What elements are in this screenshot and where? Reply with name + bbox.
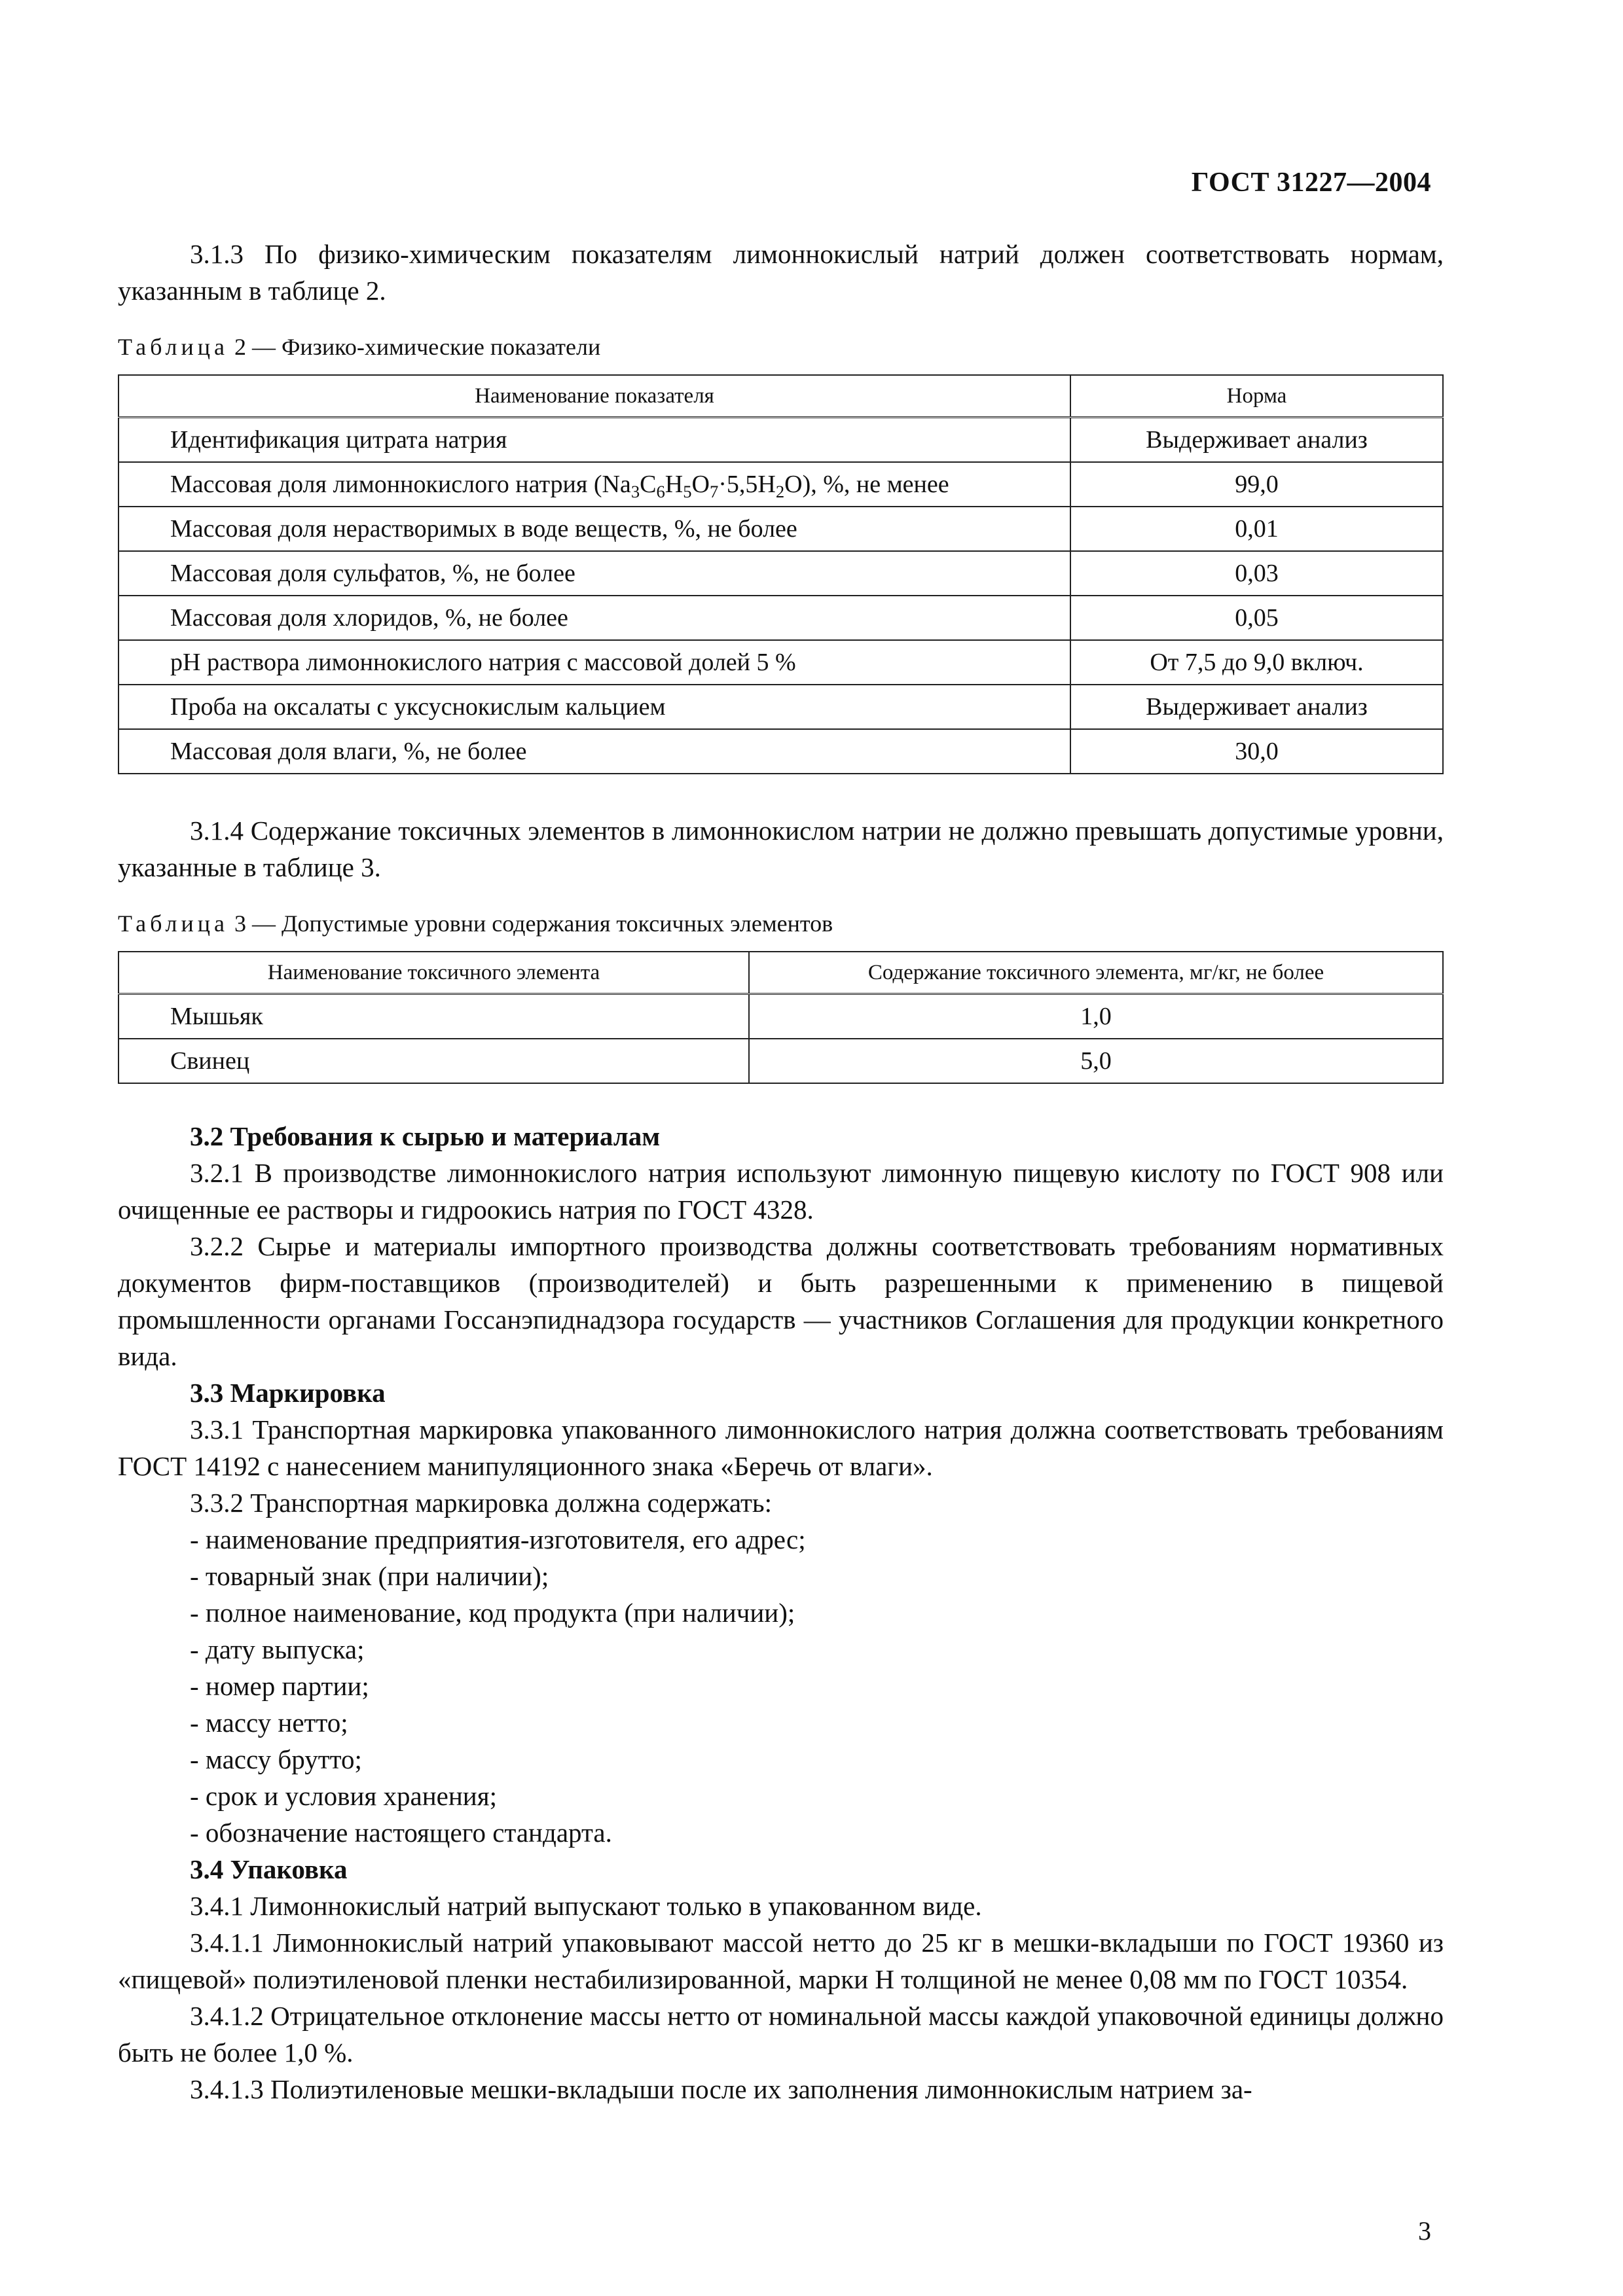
indicator-name: Массовая доля нерастворимых в воде веществ, %, не более [119, 507, 1070, 551]
indicator-norm: От 7,5 до 9,0 включ. [1070, 640, 1443, 685]
section-heading-3-4: 3.4 Упаковка [190, 1854, 348, 1884]
table-header-row [119, 375, 1443, 418]
list-item: - товарный знак (при наличии); [190, 1558, 1444, 1594]
column-header-norm: Норма [1070, 375, 1443, 418]
element-value: 5,0 [749, 1039, 1443, 1083]
list-item: - номер партии; [190, 1668, 1444, 1704]
standard-number: ГОСТ 31227—2004 [1191, 168, 1431, 198]
element-name: Мышьяк [119, 994, 749, 1039]
indicator-norm: 99,0 [1070, 462, 1443, 507]
list-item: - массу брутто; [190, 1741, 1444, 1778]
indicator-norm: Выдерживает анализ [1070, 685, 1443, 729]
column-header-name: Наименование показателя [119, 375, 1070, 418]
paragraph-3-3-1: 3.3.1 Транспортная маркировка упакованного лимоннокислого натрия должна соответствовать требованиям ГОСТ 14192 с нанесением манипуляционного знака «Беречь от влаги». [118, 1414, 1444, 1481]
table-2-title: 2 — Физико-химические показатели [228, 334, 601, 360]
table-row [119, 507, 1443, 551]
table-3-title: 3 — Допустимые уровни содержания токсичных элементов [228, 910, 833, 937]
table-3-label: Таблица [118, 910, 228, 937]
indicator-name: Массовая доля хлоридов, %, не более [119, 596, 1070, 640]
table-3-caption [118, 908, 1444, 939]
indicator-name: Массовая доля лимоннокислого натрия $(Na_3C_6H_5O_7\cdot 5,5H_2O)$, %, не менее [119, 462, 1070, 507]
paragraph-3-4-1-1: 3.4.1.1 Лимоннокислый натрий упаковывают массой нетто до 25 кг в мешки-вкладыши по ГОСТ 19360 из «пищевой» полиэтиленовой пленки нестабилизированной, марки Н толщиной не менее 0,08 мм по ГОСТ 10354. [118, 1928, 1444, 1994]
element-value: 1,0 [749, 994, 1443, 1039]
indicator-norm: Выдерживает анализ [1070, 418, 1443, 463]
paragraph-3-2-2: 3.2.2 Сырье и материалы импортного производства должны соответствовать требованиям нормативных документов фирм-поставщиков (производителей) и быть разрешенными к применению в пищевой промышленности органами Госсанэпиднадзора государств — участников Соглашения для продукции конкретного вида. [118, 1231, 1444, 1371]
indicator-norm: 0,05 [1070, 596, 1443, 640]
page-content [118, 236, 1444, 2108]
list-item: - дату выпуска; [190, 1631, 1444, 1668]
indicator-name: pH раствора лимоннокислого натрия с массовой долей 5 % [119, 640, 1070, 685]
list-item: - наименование предприятия-изготовителя, его адрес; [190, 1521, 1444, 1558]
table-2-caption [118, 331, 1444, 363]
marking-list [118, 1521, 1444, 1851]
element-name: Свинец [119, 1039, 749, 1083]
table-row [119, 1039, 1443, 1083]
paragraph-3-4-1-2: 3.4.1.2 Отрицательное отклонение массы нетто от номинальной массы каждой упаковочной единицы должно быть не более 1,0 %. [118, 2001, 1444, 2068]
list-item: - срок и условия хранения; [190, 1778, 1444, 1814]
indicator-norm: 30,0 [1070, 729, 1443, 774]
page-number: 3 [1418, 2216, 1431, 2246]
paragraph-3-3-2: 3.3.2 Транспортная маркировка должна содержать: [190, 1488, 773, 1518]
table-row [119, 551, 1443, 596]
table-row [119, 640, 1443, 685]
paragraph-3-1-4: 3.1.4 Содержание токсичных элементов в лимоннокислом натрии не должно превышать допустимые уровни, указанные в таблице 3. [118, 816, 1444, 882]
list-item: - массу нетто; [190, 1704, 1444, 1741]
table-row [119, 729, 1443, 774]
column-header-content: Содержание токсичного элемента, мг/кг, не более [749, 952, 1443, 994]
table-2 [118, 374, 1444, 774]
indicator-name: Проба на оксалаты с уксуснокислым кальцием [119, 685, 1070, 729]
table-3 [118, 951, 1444, 1084]
indicator-norm: 0,03 [1070, 551, 1443, 596]
paragraph-3-4-1: 3.4.1 Лимоннокислый натрий выпускают только в упакованном виде. [190, 1891, 982, 1921]
section-heading-3-3: 3.3 Маркировка [190, 1378, 386, 1408]
table-row [119, 462, 1443, 507]
indicator-name: Идентификация цитрата натрия [119, 418, 1070, 463]
section-heading-3-2: 3.2 Требования к сырью и материалам [190, 1121, 661, 1151]
paragraph-3-2-1: 3.2.1 В производстве лимоннокислого натрия используют лимонную пищевую кислоту по ГОСТ 908 или очищенные ее растворы и гидроокись натрия по ГОСТ 4328. [118, 1158, 1444, 1225]
indicator-name: Массовая доля сульфатов, %, не более [119, 551, 1070, 596]
list-item: - обозначение настоящего стандарта. [190, 1814, 1444, 1851]
table-row [119, 994, 1443, 1039]
column-header-element: Наименование токсичного элемента [119, 952, 749, 994]
list-item: - полное наименование, код продукта (при наличии); [190, 1594, 1444, 1631]
table-row [119, 685, 1443, 729]
table-row [119, 418, 1443, 463]
table-row [119, 596, 1443, 640]
table-2-label: Таблица [118, 334, 228, 360]
indicator-name: Массовая доля влаги, %, не более [119, 729, 1070, 774]
paragraph-3-1-3: 3.1.3 По физико-химическим показателям лимоннокислый натрий должен соответствовать нормам, указанным в таблице 2. [118, 239, 1444, 306]
indicator-norm: 0,01 [1070, 507, 1443, 551]
paragraph-3-4-1-3: 3.4.1.3 Полиэтиленовые мешки-вкладыши после их заполнения лимоннокислым натрием за- [190, 2074, 1252, 2104]
table-header-row [119, 952, 1443, 994]
